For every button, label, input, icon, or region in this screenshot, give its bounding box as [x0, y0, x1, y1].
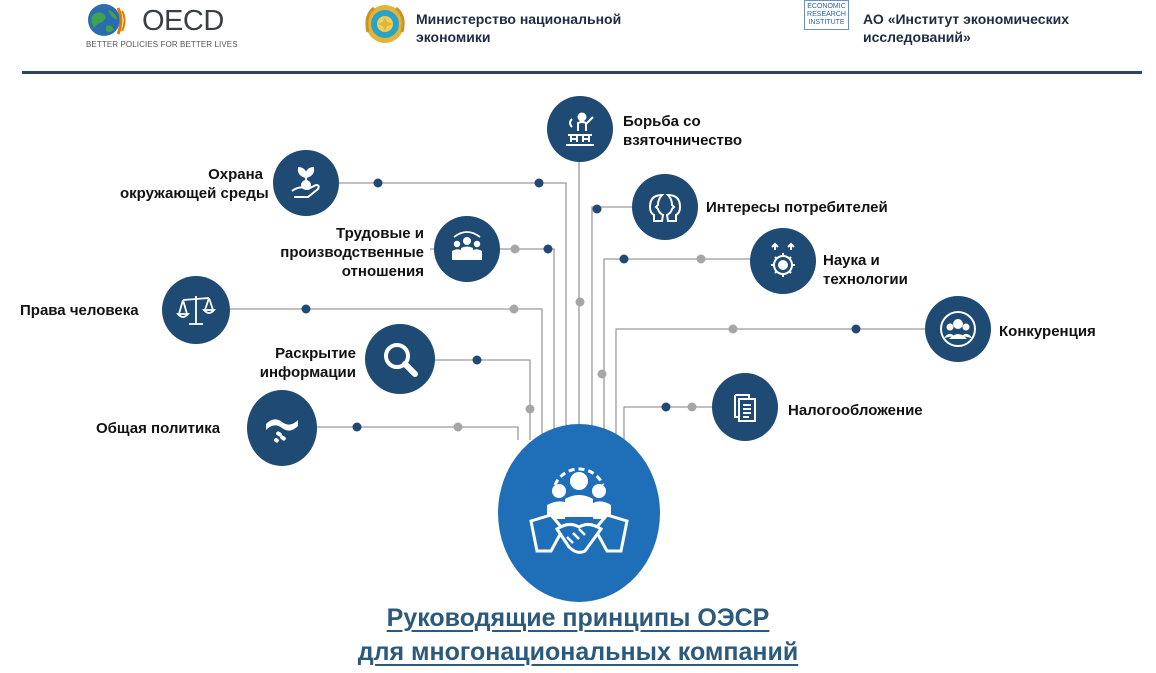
- documents-icon: [725, 387, 765, 427]
- institute-logo-text: RESEARCH: [807, 11, 846, 18]
- labour-node: [434, 216, 500, 282]
- oecd-tagline: BETTER POLICIES FOR BETTER LIVES: [86, 40, 238, 49]
- page-title-line-2: для многонациональных компаний: [357, 638, 799, 666]
- label-line: информации: [259, 364, 356, 381]
- podium-speaker-icon: [560, 109, 600, 149]
- handshake-team-gear-icon: [521, 455, 637, 571]
- ministry-name-line: Министерство национальной: [416, 11, 622, 27]
- label-line: Трудовые и: [336, 225, 424, 242]
- taxation-node: [712, 373, 778, 441]
- institute-name-line: АО «Институт экономических: [863, 11, 1069, 27]
- science-label: [823, 251, 908, 289]
- hand-plant-icon: [286, 163, 326, 203]
- magnifier-icon: [379, 338, 421, 380]
- label-line: Конкуренция: [999, 323, 1096, 340]
- environment-node: [273, 150, 339, 216]
- labour-label: [250, 224, 424, 281]
- label-line: Интересы потребителей: [706, 199, 888, 216]
- label-line: Охрана: [208, 166, 263, 183]
- general-policy-label: [96, 419, 220, 438]
- anticorruption-label: [623, 112, 742, 150]
- team-people-icon: [446, 228, 488, 270]
- institute-logo-text: INSTITUTE: [808, 19, 845, 26]
- label-line: производственные: [280, 244, 424, 261]
- ministry-name-line: экономики: [416, 29, 491, 45]
- label-line: Наука и: [823, 252, 880, 269]
- institute-logo-text: ECONOMIC: [807, 3, 846, 10]
- label-line: окружающей среды: [120, 185, 269, 202]
- people-group-icon: [937, 309, 979, 349]
- general-policy-node: [247, 390, 317, 466]
- taxation-label: [788, 401, 923, 420]
- disclosure-label: [236, 344, 356, 382]
- label-line: Налогообложение: [788, 402, 923, 419]
- faces-profile-icon: [644, 187, 686, 227]
- scales-icon: [175, 290, 217, 330]
- gear-target-icon: [762, 240, 804, 282]
- oecd-wordmark: OECD: [142, 5, 224, 37]
- center-node: [498, 424, 660, 602]
- label-line: Общая политика: [96, 420, 221, 437]
- label-line: Раскрытие: [275, 345, 356, 362]
- environment-label: [120, 165, 269, 203]
- handshake-icon: [260, 406, 304, 450]
- label-line: взяточничество: [623, 132, 743, 149]
- label-line: отношения: [341, 263, 424, 280]
- anticorruption-node: [547, 96, 613, 162]
- consumers-label: [706, 198, 888, 217]
- label-line: Борьба со: [623, 113, 701, 130]
- human-rights-node: [162, 276, 230, 344]
- science-node: [750, 228, 816, 294]
- competition-label: [999, 322, 1096, 341]
- institute-name-line: исследований»: [863, 29, 971, 45]
- consumers-node: [632, 174, 698, 240]
- page-title-line-1: Руководящие принципы ОЭСР: [386, 604, 770, 632]
- label-line: технологии: [823, 271, 908, 288]
- label-line: Права человека: [20, 302, 139, 319]
- disclosure-node: [365, 324, 435, 394]
- competition-node: [925, 296, 991, 362]
- human-rights-label: [20, 301, 139, 320]
